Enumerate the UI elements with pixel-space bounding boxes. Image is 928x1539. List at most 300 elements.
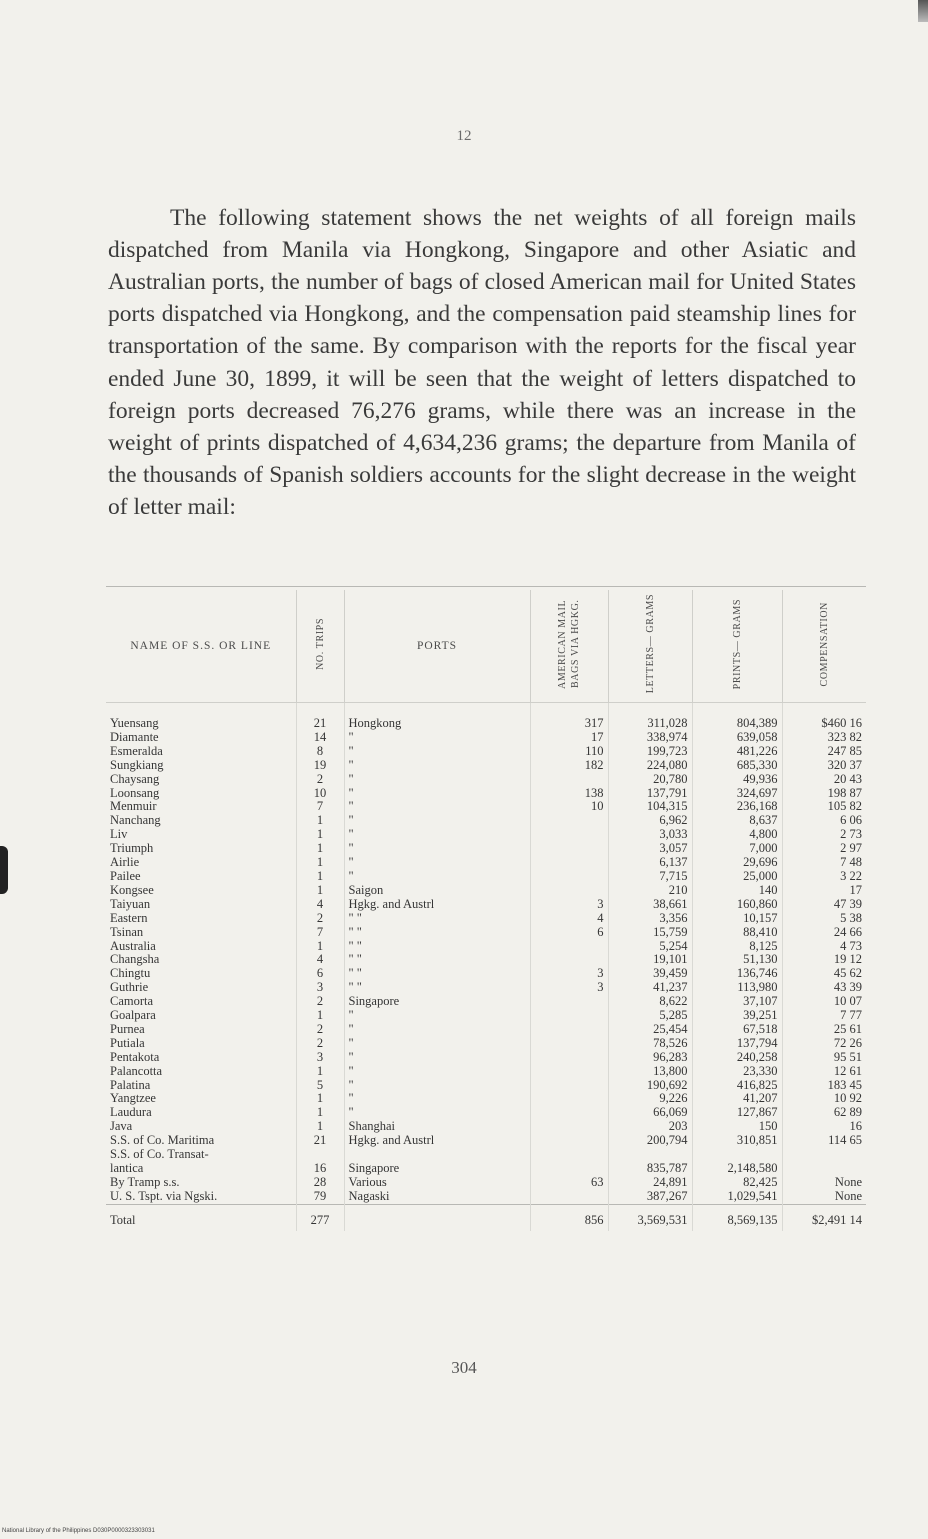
- cell-port: " ": [344, 912, 530, 926]
- cell-prints: 639,058: [692, 731, 782, 745]
- cell-ship-name: Palancotta: [106, 1065, 296, 1079]
- cell-ship-name: Pailee: [106, 870, 296, 884]
- cell-bags: [530, 1009, 608, 1023]
- cell-letters: 210: [608, 884, 692, 898]
- cell-bags: 4: [530, 912, 608, 926]
- cell-ship-name: Putiala: [106, 1037, 296, 1051]
- total-trips: 277: [296, 1204, 344, 1231]
- cell-trips: 3: [296, 981, 344, 995]
- cell-trips: 2: [296, 995, 344, 1009]
- table-row: [106, 759, 866, 773]
- cell-trips: 1: [296, 884, 344, 898]
- cell-prints: 67,518: [692, 1023, 782, 1037]
- cell-port: ": [344, 828, 530, 842]
- header-name: NAME OF S.S. OR LINE: [106, 590, 296, 703]
- cell-prints: 4,800: [692, 828, 782, 842]
- cell-compensation: 25 61: [833, 1022, 862, 1036]
- cell-bags: [530, 870, 608, 884]
- cell-letters: 137,791: [608, 787, 692, 801]
- cell-trips: 4: [296, 898, 344, 912]
- cell-compensation: 12 61: [833, 1064, 862, 1078]
- cell-prints: 160,860: [692, 898, 782, 912]
- cell-trips: 2: [296, 1023, 344, 1037]
- cell-ship-name: Esmeralda: [106, 745, 296, 759]
- cell-bags: 6: [530, 926, 608, 940]
- header-bags: AMERICAN MAIL BAGS VIA HGKG.: [530, 590, 608, 703]
- cell-ship-name: Chaysang: [106, 773, 296, 787]
- cell-letters: 3,356: [608, 912, 692, 926]
- cell-letters: 835,787: [608, 1162, 692, 1176]
- cell-ship-name: By Tramp s.s.: [106, 1176, 296, 1190]
- cell-port: ": [344, 842, 530, 856]
- cell-ship-name: Guthrie: [106, 981, 296, 995]
- table-row: [106, 1092, 866, 1106]
- cell-prints: 8,637: [692, 814, 782, 828]
- cell-ship-name: Taiyuan: [106, 898, 296, 912]
- cell-ship-name: Menmuir: [106, 800, 296, 814]
- table-header-row: [106, 590, 866, 703]
- table-top-rule: [106, 586, 866, 587]
- cell-ship-name: Australia: [106, 940, 296, 954]
- cell-prints: 140: [692, 884, 782, 898]
- cell-trips: 7: [296, 926, 344, 940]
- cell-trips: 1: [296, 814, 344, 828]
- cell-compensation: [782, 1148, 866, 1162]
- cell-port: " ": [344, 940, 530, 954]
- cell-bags: 317: [530, 703, 608, 731]
- cell-compensation: 198 87: [827, 786, 862, 800]
- cell-compensation: 45 62: [833, 967, 862, 981]
- table-row: [106, 1120, 866, 1134]
- cell-trips: 8: [296, 745, 344, 759]
- cell-port: ": [344, 870, 530, 884]
- cell-letters: 6,137: [608, 856, 692, 870]
- cell-compensation: 6 06: [840, 814, 862, 828]
- table-row: [106, 787, 866, 801]
- cell-ship-name: Chingtu: [106, 967, 296, 981]
- cell-ship-name: Palatina: [106, 1079, 296, 1093]
- table-row: [106, 1037, 866, 1051]
- cell-ship-name: Loonsang: [106, 787, 296, 801]
- cell-trips: 1: [296, 1009, 344, 1023]
- cell-bags: [530, 842, 608, 856]
- cell-bags: [530, 1134, 608, 1148]
- table-row: [106, 912, 866, 926]
- table-row: [106, 953, 866, 967]
- cell-bags: 3: [530, 967, 608, 981]
- cell-prints: 23,330: [692, 1065, 782, 1079]
- cell-letters: 203: [608, 1120, 692, 1134]
- cell-bags: [530, 995, 608, 1009]
- page-number: 12: [456, 128, 472, 144]
- cell-ship-name: Pentakota: [106, 1051, 296, 1065]
- table-row: [106, 1023, 866, 1037]
- cell-prints: 82,425: [692, 1176, 782, 1190]
- cell-port: " ": [344, 967, 530, 981]
- cell-bags: [530, 1162, 608, 1176]
- cell-trips: 7: [296, 800, 344, 814]
- cell-bags: 138: [530, 787, 608, 801]
- cell-port: ": [344, 1037, 530, 1051]
- cell-compensation: 43 39: [833, 981, 862, 995]
- total-compensation: $2,491 14: [782, 1204, 866, 1231]
- cell-bags: [530, 814, 608, 828]
- intro-paragraph: The following statement shows the net weights of all foreign mails dispatched from Manila via Hongkong, Singapore and other Asiatic and Australian ports, the number of bags of closed American mail for United States ports dispatched via Hongkong, and the compensation paid steamship lines for transportation of the same. By comparison with the reports for the fiscal year ended June 30, 1899, it will be seen that the weight of letters dispatched to foreign ports decreased 76,276 grams, while there was an increase in the weight of prints dispatched of 4,634,236 grams; the departure from Manila of the thousands of Spanish soldiers accounts for the slight decrease in the weight of letter mail:: [108, 204, 856, 521]
- cell-letters: 25,454: [608, 1023, 692, 1037]
- table-row: [106, 995, 866, 1009]
- cell-ship-name: Sungkiang: [106, 759, 296, 773]
- cell-port: [344, 1148, 530, 1162]
- cell-port: ": [344, 745, 530, 759]
- cell-prints: 127,867: [692, 1106, 782, 1120]
- cell-compensation: 17: [849, 883, 862, 897]
- cell-trips: 1: [296, 828, 344, 842]
- cell-compensation: None: [834, 1189, 862, 1203]
- table-row: [106, 856, 866, 870]
- cell-port: " ": [344, 926, 530, 940]
- cell-trips: 1: [296, 1106, 344, 1120]
- cell-prints: 39,251: [692, 1009, 782, 1023]
- cell-trips: 1: [296, 1092, 344, 1106]
- table-row: [106, 967, 866, 981]
- cell-prints: 481,226: [692, 745, 782, 759]
- cell-letters: 24,891: [608, 1176, 692, 1190]
- cell-port: ": [344, 759, 530, 773]
- cell-trips: 1: [296, 940, 344, 954]
- cell-compensation: 3 22: [840, 869, 862, 883]
- cell-ship-name: Changsha: [106, 953, 296, 967]
- cell-port: ": [344, 731, 530, 745]
- cell-ship-name: Tsinan: [106, 926, 296, 940]
- cell-letters: 8,622: [608, 995, 692, 1009]
- table-row: [106, 1162, 866, 1176]
- cell-port: Hongkong: [344, 703, 530, 731]
- cell-trips: 1: [296, 870, 344, 884]
- cell-letters: 66,069: [608, 1106, 692, 1120]
- cell-port: ": [344, 1023, 530, 1037]
- cell-prints: 2,148,580: [692, 1162, 782, 1176]
- cell-ship-name: Liv: [106, 828, 296, 842]
- cell-compensation: 2 97: [840, 842, 862, 856]
- cell-trips: 1: [296, 856, 344, 870]
- total-ports-blank: [344, 1204, 530, 1231]
- table-row: [106, 773, 866, 787]
- table-row: [106, 898, 866, 912]
- cell-ship-name: Triumph: [106, 842, 296, 856]
- cell-ship-name: Nanchang: [106, 814, 296, 828]
- table-row: [106, 1051, 866, 1065]
- cell-trips: 10: [296, 787, 344, 801]
- cell-ship-name: Java: [106, 1120, 296, 1134]
- cell-ship-name: Yangtzee: [106, 1092, 296, 1106]
- table-row: [106, 1134, 866, 1148]
- cell-port: ": [344, 814, 530, 828]
- cell-prints: 7,000: [692, 842, 782, 856]
- cell-bags: 182: [530, 759, 608, 773]
- cell-port: Various: [344, 1176, 530, 1190]
- table-row: [106, 1079, 866, 1093]
- cell-bags: 63: [530, 1176, 608, 1190]
- cell-prints: [692, 1148, 782, 1162]
- cell-compensation: 4 73: [840, 939, 862, 953]
- cell-port: Singapore: [344, 995, 530, 1009]
- cell-prints: 10,157: [692, 912, 782, 926]
- cell-port: Saigon: [344, 884, 530, 898]
- cell-trips: 5: [296, 1079, 344, 1093]
- cell-ship-name: Camorta: [106, 995, 296, 1009]
- cell-prints: 51,130: [692, 953, 782, 967]
- cell-prints: 804,389: [692, 703, 782, 731]
- header-trips: NO. TRIPS: [296, 590, 344, 703]
- cell-bags: [530, 1051, 608, 1065]
- cell-port: ": [344, 787, 530, 801]
- cell-letters: 96,283: [608, 1051, 692, 1065]
- cell-ship-name: Yuensang: [106, 703, 296, 731]
- footer-page-number: 304: [451, 1358, 477, 1377]
- cell-compensation: 10 92: [833, 1092, 862, 1106]
- cell-bags: [530, 1106, 608, 1120]
- total-prints: 8,569,135: [692, 1204, 782, 1231]
- cell-bags: [530, 884, 608, 898]
- cell-port: ": [344, 773, 530, 787]
- table-row: [106, 731, 866, 745]
- cell-bags: 3: [530, 981, 608, 995]
- cell-compensation: 62 89: [833, 1106, 862, 1120]
- cell-bags: 110: [530, 745, 608, 759]
- cell-compensation: 16: [849, 1120, 862, 1134]
- cell-compensation: 114 65: [828, 1134, 862, 1148]
- cell-bags: [530, 1065, 608, 1079]
- page-edge-mark: [918, 0, 928, 22]
- cell-trips: 1: [296, 842, 344, 856]
- cell-prints: 324,697: [692, 787, 782, 801]
- cell-trips: 1: [296, 1065, 344, 1079]
- cell-compensation: 72 26: [833, 1036, 862, 1050]
- cell-ship-name: Kongsee: [106, 884, 296, 898]
- cell-ship-name: Laudura: [106, 1106, 296, 1120]
- total-label: Total: [106, 1204, 296, 1231]
- cell-bags: [530, 1037, 608, 1051]
- cell-letters: 13,800: [608, 1065, 692, 1079]
- cell-ship-name: Airlie: [106, 856, 296, 870]
- cell-prints: 37,107: [692, 995, 782, 1009]
- cell-bags: 17: [530, 731, 608, 745]
- cell-compensation: 47 39: [833, 897, 862, 911]
- cell-prints: 8,125: [692, 940, 782, 954]
- cell-trips: 28: [296, 1176, 344, 1190]
- cell-letters: 20,780: [608, 773, 692, 787]
- cell-compensation: 7 48: [840, 856, 862, 870]
- cell-compensation: None: [834, 1175, 862, 1189]
- cell-compensation: $460 16: [821, 716, 862, 730]
- cell-bags: 10: [530, 800, 608, 814]
- cell-port: ": [344, 1009, 530, 1023]
- cell-port: Hgkg. and Austrl: [344, 1134, 530, 1148]
- cell-bags: [530, 953, 608, 967]
- cell-prints: 29,696: [692, 856, 782, 870]
- cell-port: ": [344, 800, 530, 814]
- cell-prints: 685,330: [692, 759, 782, 773]
- cell-letters: 311,028: [608, 703, 692, 731]
- cell-prints: 310,851: [692, 1134, 782, 1148]
- cell-compensation: 105 82: [827, 800, 862, 814]
- cell-compensation: 247 85: [827, 744, 862, 758]
- cell-port: Nagaski: [344, 1190, 530, 1204]
- cell-ship-name: lantica: [106, 1162, 296, 1176]
- cell-trips: 16: [296, 1162, 344, 1176]
- library-credit: National Library of the Philippines D030P0000323303031: [2, 1528, 155, 1534]
- cell-bags: [530, 828, 608, 842]
- table-row: [106, 800, 866, 814]
- cell-trips: 4: [296, 953, 344, 967]
- total-letters: 3,569,531: [608, 1204, 692, 1231]
- cell-ship-name: S.S. of Co. Transat-: [106, 1148, 296, 1162]
- cell-bags: [530, 1023, 608, 1037]
- cell-letters: 199,723: [608, 745, 692, 759]
- table-row: [106, 926, 866, 940]
- cell-trips: 19: [296, 759, 344, 773]
- cell-letters: 387,267: [608, 1190, 692, 1204]
- cell-ship-name: U. S. Tspt. via Ngski.: [106, 1190, 296, 1204]
- cell-prints: 137,794: [692, 1037, 782, 1051]
- cell-port: ": [344, 1065, 530, 1079]
- cell-letters: 7,715: [608, 870, 692, 884]
- cell-letters: 6,962: [608, 814, 692, 828]
- binding-blot: [0, 846, 8, 894]
- cell-trips: 21: [296, 1134, 344, 1148]
- cell-port: ": [344, 1106, 530, 1120]
- cell-prints: 416,825: [692, 1079, 782, 1093]
- cell-trips: 2: [296, 773, 344, 787]
- total-bags: 856: [530, 1204, 608, 1231]
- cell-port: ": [344, 1092, 530, 1106]
- cell-trips: 1: [296, 1120, 344, 1134]
- cell-letters: 5,254: [608, 940, 692, 954]
- table-row: [106, 1009, 866, 1023]
- header-ports: PORTS: [344, 590, 530, 703]
- cell-compensation: 5 38: [840, 911, 862, 925]
- cell-trips: 79: [296, 1190, 344, 1204]
- table-row: [106, 703, 866, 731]
- cell-port: ": [344, 1051, 530, 1065]
- cell-letters: 190,692: [608, 1079, 692, 1093]
- cell-letters: 104,315: [608, 800, 692, 814]
- cell-ship-name: S.S. of Co. Maritima: [106, 1134, 296, 1148]
- cell-bags: [530, 940, 608, 954]
- cell-trips: 21: [296, 703, 344, 731]
- cell-port: ": [344, 856, 530, 870]
- cell-compensation: 183 45: [827, 1078, 862, 1092]
- cell-letters: 19,101: [608, 953, 692, 967]
- cell-ship-name: Purnea: [106, 1023, 296, 1037]
- table-row: [106, 940, 866, 954]
- table-row: [106, 814, 866, 828]
- cell-letters: 41,237: [608, 981, 692, 995]
- cell-compensation: 323 82: [827, 730, 862, 744]
- cell-trips: 2: [296, 912, 344, 926]
- cell-prints: 88,410: [692, 926, 782, 940]
- cell-bags: [530, 773, 608, 787]
- cell-prints: 41,207: [692, 1092, 782, 1106]
- table-row: [106, 745, 866, 759]
- cell-bags: 3: [530, 898, 608, 912]
- cell-prints: 236,168: [692, 800, 782, 814]
- cell-trips: 3: [296, 1051, 344, 1065]
- cell-letters: 3,057: [608, 842, 692, 856]
- cell-compensation: 7 77: [840, 1009, 862, 1023]
- cell-compensation: 24 66: [833, 925, 862, 939]
- table-row: [106, 842, 866, 856]
- cell-trips: [296, 1148, 344, 1162]
- cell-port: " ": [344, 981, 530, 995]
- cell-prints: 49,936: [692, 773, 782, 787]
- cell-bags: [530, 856, 608, 870]
- cell-prints: 150: [692, 1120, 782, 1134]
- cell-ship-name: Eastern: [106, 912, 296, 926]
- cell-compensation: 20 43: [833, 772, 862, 786]
- cell-port: Hgkg. and Austrl: [344, 898, 530, 912]
- cell-compensation: [782, 1162, 866, 1176]
- table-row: [106, 1065, 866, 1079]
- table-row: [106, 870, 866, 884]
- cell-port: " ": [344, 953, 530, 967]
- cell-ship-name: Goalpara: [106, 1009, 296, 1023]
- cell-bags: [530, 1190, 608, 1204]
- cell-compensation: 320 37: [827, 758, 862, 772]
- cell-compensation: 19 12: [833, 953, 862, 967]
- cell-port: ": [344, 1079, 530, 1093]
- cell-letters: 338,974: [608, 731, 692, 745]
- total-row: [106, 1204, 866, 1231]
- cell-prints: 1,029,541: [692, 1190, 782, 1204]
- table-row: [106, 1190, 866, 1204]
- cell-ship-name: Diamante: [106, 731, 296, 745]
- cell-prints: 136,746: [692, 967, 782, 981]
- cell-compensation: 10 07: [833, 995, 862, 1009]
- cell-bags: [530, 1092, 608, 1106]
- cell-letters: 15,759: [608, 926, 692, 940]
- header-letters: LETTERS— GRAMS: [608, 590, 692, 703]
- cell-letters: 3,033: [608, 828, 692, 842]
- cell-letters: 9,226: [608, 1092, 692, 1106]
- cell-letters: 224,080: [608, 759, 692, 773]
- cell-trips: 14: [296, 731, 344, 745]
- cell-bags: [530, 1079, 608, 1093]
- cell-letters: 38,661: [608, 898, 692, 912]
- header-prints: PRINTS— GRAMS: [692, 590, 782, 703]
- cell-letters: 200,794: [608, 1134, 692, 1148]
- cell-bags: [530, 1120, 608, 1134]
- cell-letters: 39,459: [608, 967, 692, 981]
- cell-prints: 240,258: [692, 1051, 782, 1065]
- table-row: [106, 981, 866, 995]
- table-row: [106, 1176, 866, 1190]
- cell-bags: [530, 1148, 608, 1162]
- table-row: [106, 1106, 866, 1120]
- cell-letters: 5,285: [608, 1009, 692, 1023]
- cell-prints: 113,980: [692, 981, 782, 995]
- mail-statement-table: [106, 590, 866, 1231]
- table-row: [106, 884, 866, 898]
- cell-letters: [608, 1148, 692, 1162]
- cell-port: Shanghai: [344, 1120, 530, 1134]
- cell-port: Singapore: [344, 1162, 530, 1176]
- cell-compensation: 95 51: [833, 1050, 862, 1064]
- cell-trips: 6: [296, 967, 344, 981]
- table-body: [106, 703, 866, 1205]
- cell-trips: 2: [296, 1037, 344, 1051]
- header-compensation: COMPENSATION: [782, 590, 866, 703]
